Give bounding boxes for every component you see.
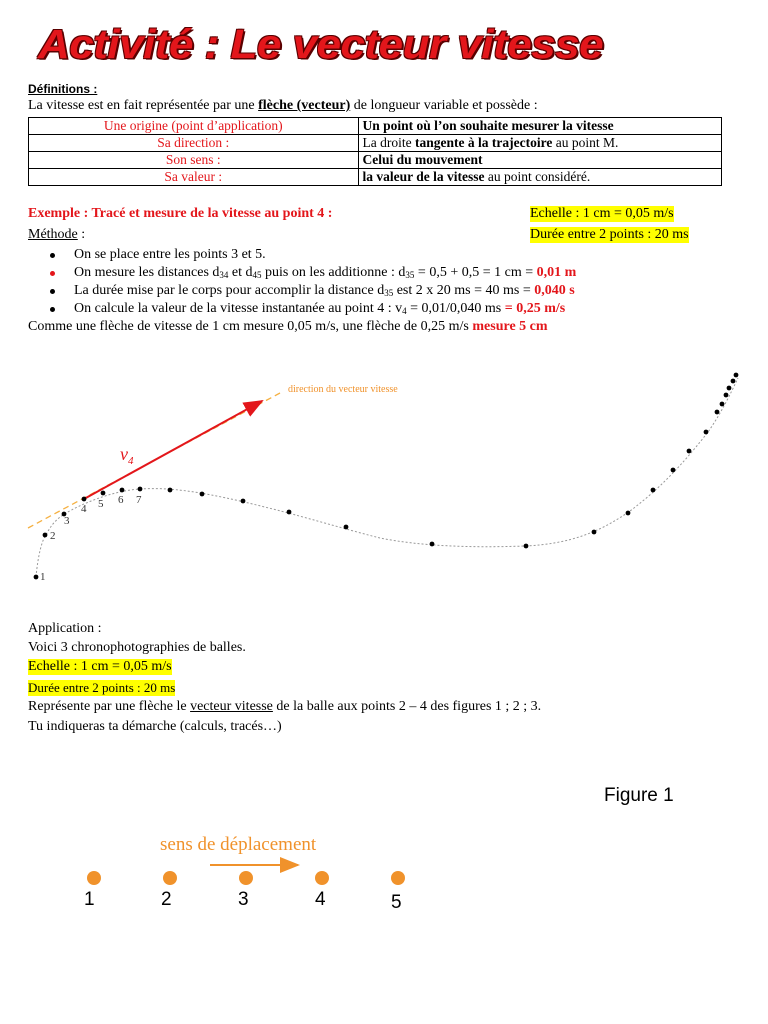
method-bullets — [50, 246, 576, 318]
trajectory-point — [101, 491, 106, 496]
trajectory-point — [241, 499, 246, 504]
point-label: 7 — [136, 494, 142, 506]
trajectory-point — [671, 468, 676, 473]
definitions-intro — [28, 98, 538, 114]
ball-point — [239, 871, 253, 885]
example-title: Exemple : Tracé et mesure de la vitesse au point 4 : — [28, 206, 333, 221]
application-label: Application : — [28, 621, 102, 636]
ball-label: 5 — [391, 892, 402, 913]
figure-1-label: Figure 1 — [604, 785, 674, 806]
definitions-table — [28, 117, 722, 186]
table-cell-direction-desc: La droite tangente à la trajectoire au point M. — [358, 135, 721, 152]
trajectory-point — [138, 487, 143, 492]
ball-label: 3 — [238, 889, 249, 910]
trajectory-point — [200, 492, 205, 497]
list-item: La durée mise par le corps pour accomplir la distance $d_{35}$ est 2 x 20 ms = 40 ms = 0,040 s — [50, 282, 576, 300]
table-cell-valeur: Sa valeur : — [29, 169, 359, 186]
trajectory-point — [524, 544, 529, 549]
ball-label: 2 — [161, 889, 172, 910]
trajectory-point — [82, 497, 87, 502]
direction-label: direction du vecteur vitesse — [288, 384, 398, 395]
application-instruction-2: Tu indiqueras ta démarche (calculs, tracés…) — [28, 719, 282, 734]
point-label: 2 — [50, 530, 56, 542]
method-label: Méthode : — [28, 227, 86, 242]
vector-label: $v_4$ — [120, 444, 134, 467]
list-item: On se place entre les points 3 et 5. — [50, 246, 576, 264]
table-row — [29, 169, 722, 186]
intro-text-bold: flèche (vecteur) — [258, 98, 351, 113]
trajectory-diagram — [0, 360, 768, 600]
trajectory-point — [715, 410, 720, 415]
intro-text-before: La vitesse est en fait représentée par une — [28, 98, 259, 113]
application-instruction: Représente par une flèche le vecteur vitesse de la balle aux points 2 – 4 des figures 1 ; 2 ; 3. — [28, 699, 542, 714]
ball-point — [163, 871, 177, 885]
intro-text-after: de longueur variable et possède : — [350, 98, 538, 113]
trajectory-point — [120, 488, 125, 493]
figure-1-diagram — [60, 850, 440, 920]
trajectory-point — [731, 379, 736, 384]
application-intro: Voici 3 chronophotographies de balles. — [28, 640, 246, 655]
trajectory-point — [34, 575, 39, 580]
trajectory-points — [34, 373, 739, 580]
application-scale: Echelle : 1 cm = 0,05 m/s — [28, 659, 172, 674]
example-conclusion: Comme une flèche de vitesse de 1 cm mesure 0,05 m/s, une flèche de 0,25 m/s mesure 5 cm — [28, 319, 548, 334]
example-scale: Echelle : 1 cm = 0,05 m/s — [530, 206, 674, 221]
trajectory-point — [592, 530, 597, 535]
ball-point — [87, 871, 101, 885]
application-duration: Durée entre 2 points : 20 ms — [28, 680, 176, 695]
table-row — [29, 152, 722, 169]
ball-label: 4 — [315, 889, 326, 910]
table-cell-origin: Une origine (point d’application) — [29, 118, 359, 135]
point-label: 5 — [98, 498, 104, 510]
movement-direction-label: sens de déplacement — [160, 834, 317, 855]
table-row — [29, 135, 722, 152]
list-item: On mesure les distances $d_{34}$ et $d_{45}$ puis on les additionne : $d_{35} = 0,5 + 0,5 = 1$ cm = 0,01 m — [50, 264, 576, 282]
velocity-vector-arrow — [84, 401, 262, 499]
table-cell-sens: Son sens : — [29, 152, 359, 169]
point-label: 1 — [40, 571, 46, 583]
example-duration: Durée entre 2 points : 20 ms — [530, 227, 689, 242]
trajectory-point — [734, 373, 739, 378]
trajectory-point — [704, 430, 709, 435]
trajectory-point — [687, 449, 692, 454]
table-cell-origin-desc: Un point où l’on souhaite mesurer la vitesse — [358, 118, 721, 135]
page-title: Activité : Le vecteur vitesse — [38, 22, 604, 68]
ball-label: 1 — [84, 889, 95, 910]
definitions-heading: Définitions : — [28, 82, 98, 96]
trajectory-point — [651, 488, 656, 493]
trajectory-point — [168, 488, 173, 493]
trajectory-point — [344, 525, 349, 530]
point-label: 3 — [64, 515, 70, 527]
trajectory-point — [720, 402, 725, 407]
trajectory-point — [287, 510, 292, 515]
table-row — [29, 118, 722, 135]
trajectory-point — [724, 393, 729, 398]
trajectory-point — [727, 386, 732, 391]
table-cell-direction: Sa direction : — [29, 135, 359, 152]
table-cell-valeur-desc: la valeur de la vitesse au point considéré. — [358, 169, 721, 186]
trajectory-point — [430, 542, 435, 547]
table-cell-sens-desc: Celui du mouvement — [358, 152, 721, 169]
point-label: 6 — [118, 494, 124, 506]
trajectory-point — [43, 533, 48, 538]
trajectory-point — [626, 511, 631, 516]
ball-point — [391, 871, 405, 885]
point-label: 4 — [81, 503, 87, 515]
ball-point — [315, 871, 329, 885]
list-item: On calcule la valeur de la vitesse instantanée au point 4 : $v_4 = 0,01/0,040$ ms = 0,25 m/s — [50, 300, 576, 318]
trajectory-curve — [36, 378, 738, 577]
